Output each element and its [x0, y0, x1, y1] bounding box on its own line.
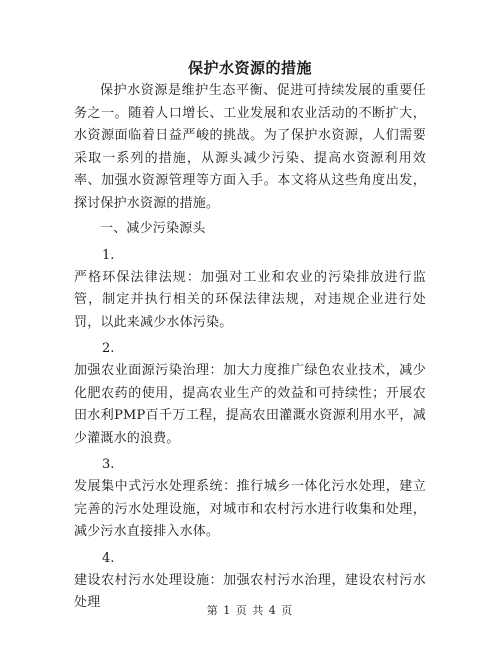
item-text: 发展集中式污水处理系统：推行城乡一体化污水处理，建立完善的污水处理设施，对城市和农村污水进行收集和处理，减少污水直接排入水体。 — [74, 479, 426, 539]
page-footer: 第 1 页 共 4 页 — [206, 604, 294, 617]
item-number: 2. — [102, 341, 115, 356]
item-number: 4. — [102, 550, 115, 566]
item-number: 3. — [102, 457, 115, 472]
intro-paragraph: 保护水资源是维护生态平衡、促进可持续发展的重要任务之一。随着人口增长、工业发展和农业活动的不断扩大，水资源面临着日益严峻的挑战。为了保护水资源，人们需要采取一系列的措施，从源头减少污染、提高水资源利用效率、加强水资源管理等方面入手。本文将从这些角度出发，探讨保护水资源的措施。 — [74, 83, 426, 211]
section-heading: 一、减少污染源头 — [100, 221, 206, 236]
item-text: 加强农业面源污染治理：加大力度推广绿色农业技术，减少化肥农药的使用，提高农业生产的效益和可持续性；开展农田水利PMP百千万工程，提高农田灌溉水资源利用水平，减少灌溉水的浪费。 — [74, 363, 426, 446]
document-body — [74, 80, 426, 615]
document-title: 保护水资源的措施 — [187, 59, 312, 77]
item-text: 严格环保法律法规：加强对工业和农业的污染排放进行监管，制定并执行相关的环保法律法规，对违规企业进行处罚，以此来减少水体污染。 — [74, 269, 426, 330]
item-text: 建设农村污水处理设施：加强农村污水治理，建设农村污水处理 — [74, 572, 426, 610]
item-number: 1. — [102, 247, 115, 263]
